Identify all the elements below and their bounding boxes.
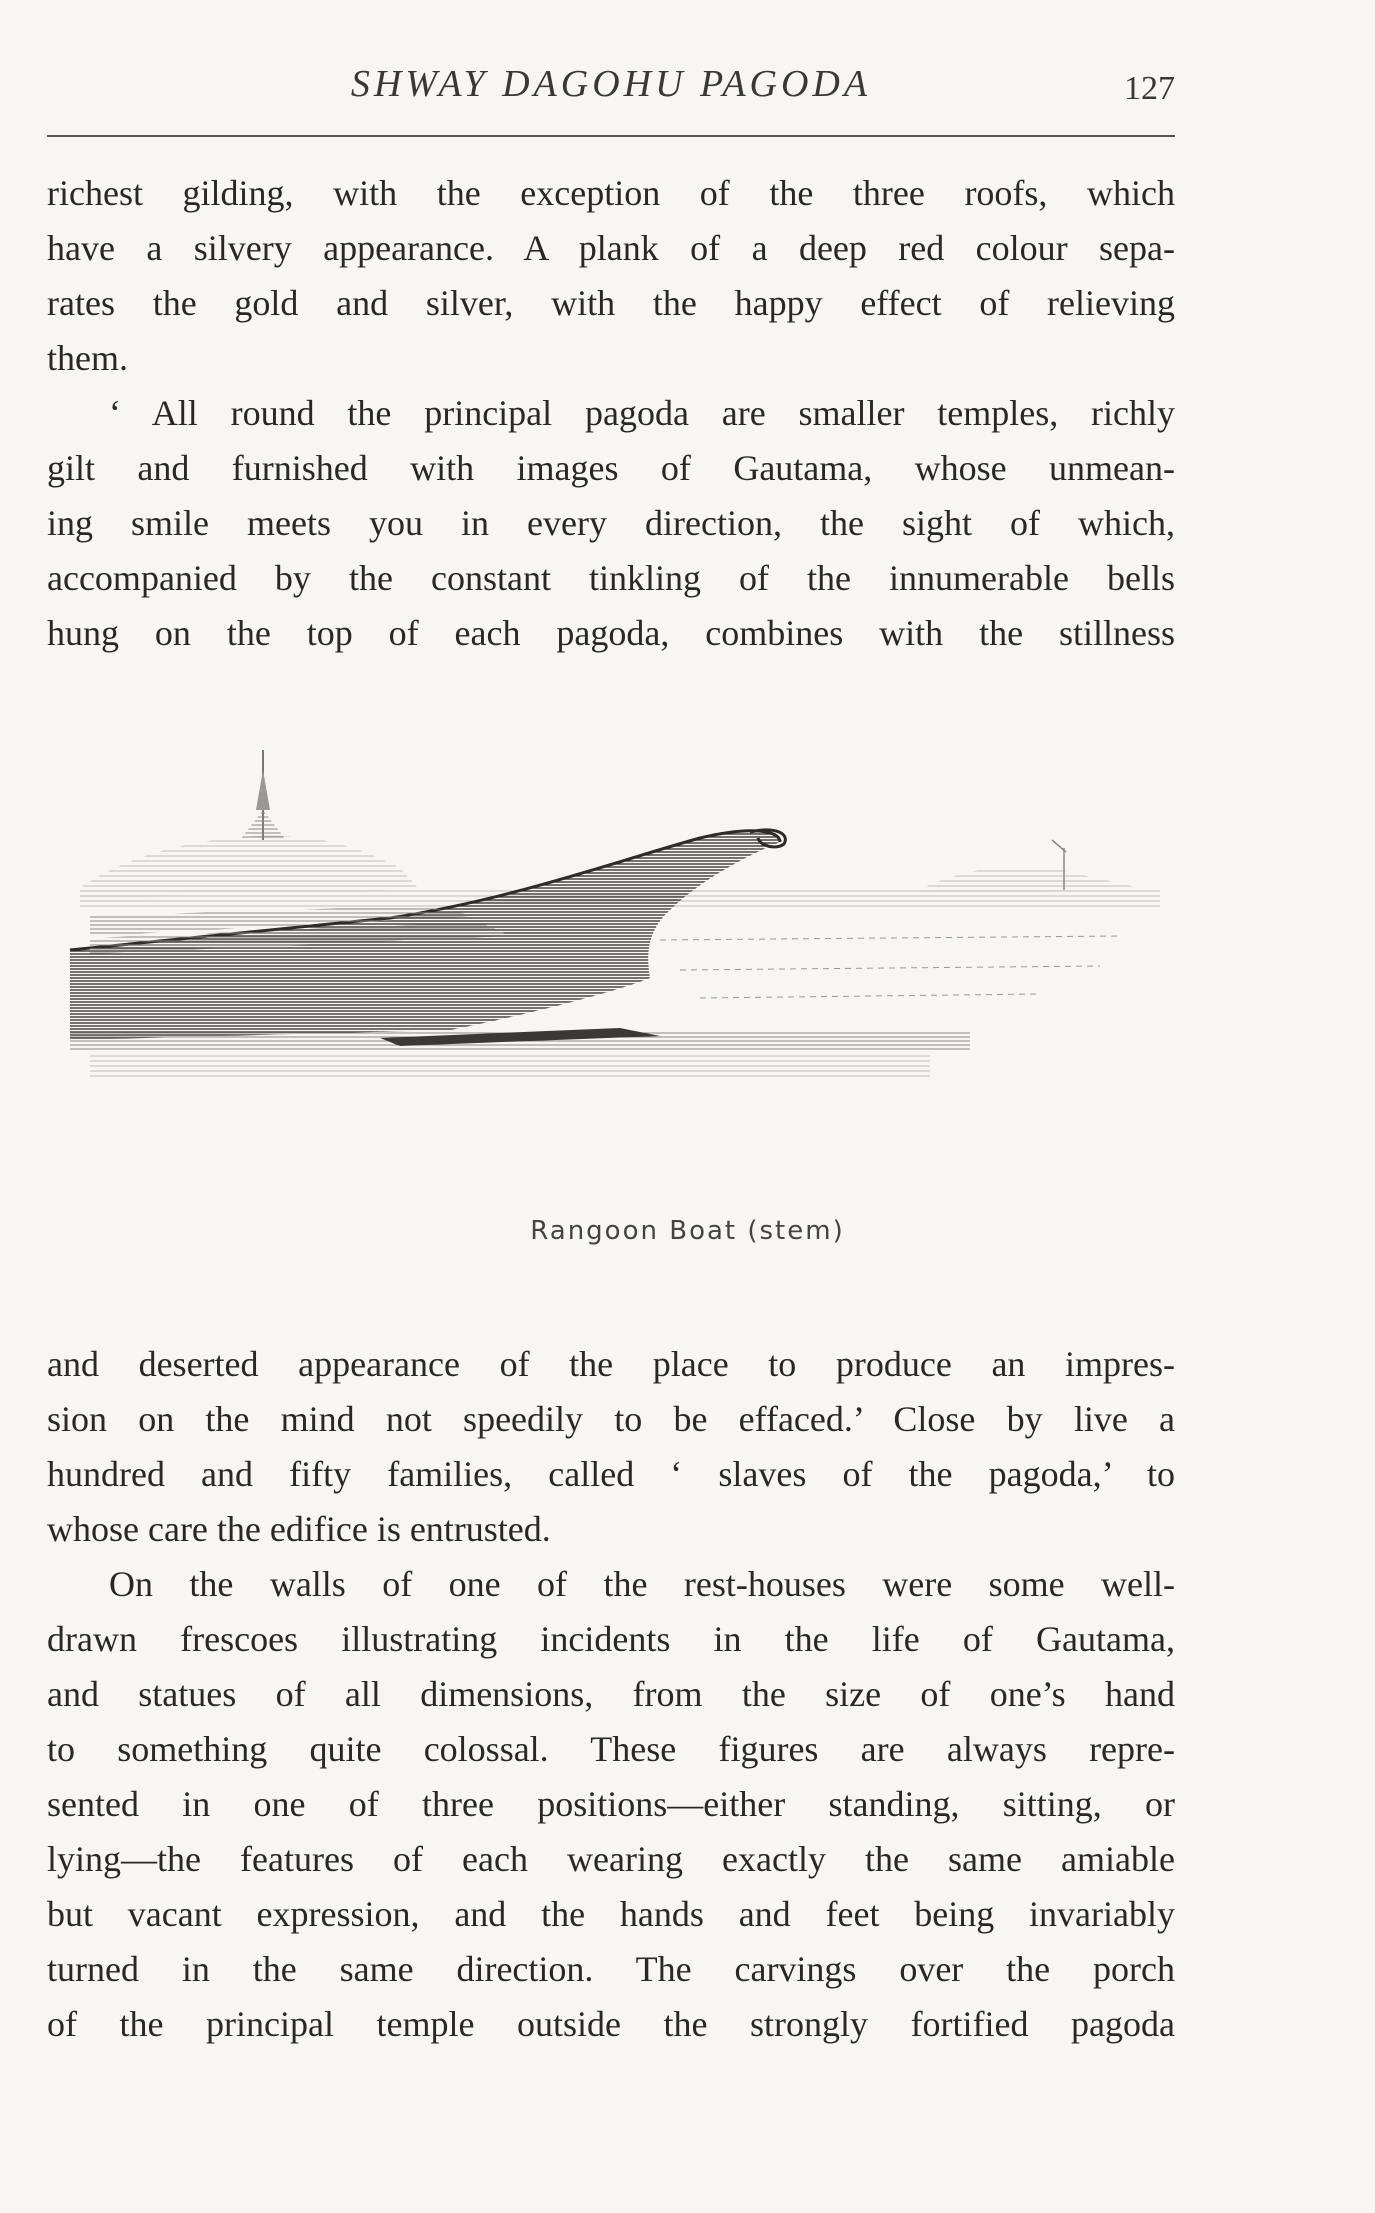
text-line: richest gilding, with the exception of the three roofs, which <box>47 173 1175 213</box>
text-line: drawn frescoes illustrating incidents in the life of Gautama, <box>47 1619 1175 1659</box>
text-line: sented in one of three positions—either standing, sitting, or <box>47 1784 1175 1824</box>
rangoon-boat-illustration <box>60 740 1160 1120</box>
running-title: SHWAY DAGOHU PAGODA <box>350 63 872 105</box>
running-head <box>47 62 1175 114</box>
text-line: to something quite colossal. These figures are always repre- <box>47 1729 1175 1769</box>
text-line: them. <box>47 338 128 378</box>
body-text-bottom <box>47 1337 1175 2052</box>
header-rule <box>47 135 1175 137</box>
text-line: have a silvery appearance. A plank of a deep red colour sepa- <box>47 228 1175 268</box>
text-line: whose care the edifice is entrusted. <box>47 1509 551 1549</box>
text-line: accompanied by the constant tinkling of the innumerable bells <box>47 558 1175 598</box>
text-line: gilt and furnished with images of Gautama, whose unmean- <box>47 448 1175 488</box>
text-line: sion on the mind not speedily to be effaced.’ Close by live a <box>47 1399 1175 1439</box>
text-line: and statues of all dimensions, from the size of one’s hand <box>47 1674 1175 1714</box>
text-line: ‘ All round the principal pagoda are smaller temples, richly <box>109 393 1175 433</box>
text-line: rates the gold and silver, with the happy effect of relieving <box>47 283 1175 323</box>
page-number: 127 <box>1124 70 1175 107</box>
text-line: On the walls of one of the rest-houses were some well- <box>109 1564 1175 1604</box>
text-line: and deserted appearance of the place to produce an impres- <box>47 1344 1175 1384</box>
figure-caption: Rangoon Boat (stem) <box>530 1216 845 1246</box>
text-line: of the principal temple outside the strongly fortified pagoda <box>47 2004 1175 2044</box>
text-line: ing smile meets you in every direction, the sight of which, <box>47 503 1175 543</box>
distant-shore-left <box>80 836 420 898</box>
text-line: hung on the top of each pagoda, combines with the stillness <box>47 613 1175 653</box>
text-line: hundred and fifty families, called ‘ slaves of the pagoda,’ to <box>47 1454 1175 1494</box>
text-line: but vacant expression, and the hands and feet being invariably <box>47 1894 1175 1934</box>
text-line: lying—the features of each wearing exactly the same amiable <box>47 1839 1175 1879</box>
body-text-top <box>47 166 1175 661</box>
text-line: turned in the same direction. The carvings over the porch <box>47 1949 1175 1989</box>
